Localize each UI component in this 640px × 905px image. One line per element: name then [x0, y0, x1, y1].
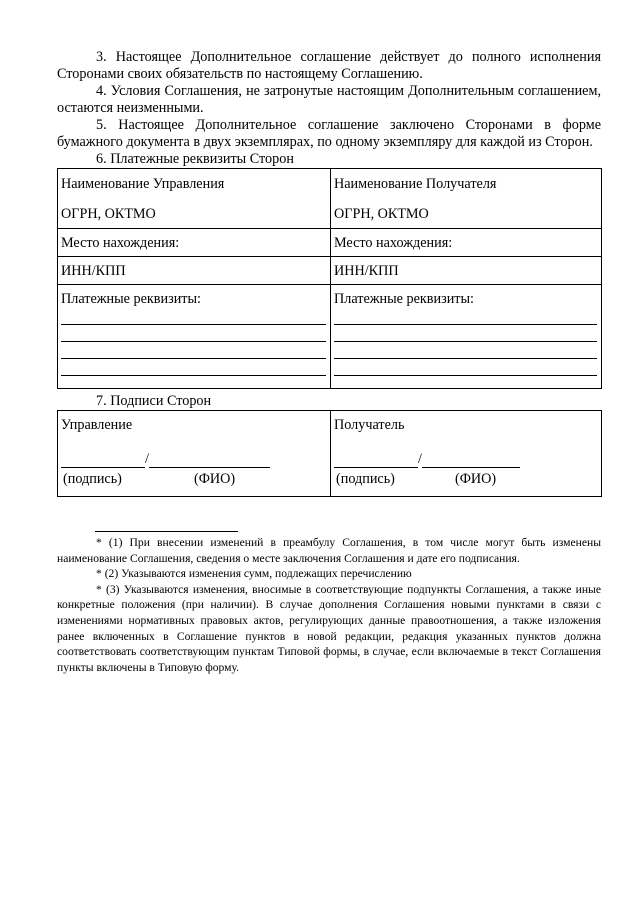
left-inn-label: ИНН/КПП — [61, 263, 126, 279]
signature-cell-right — [331, 411, 602, 497]
footnote-1: * (1) При внесении изменений в преамбулу Соглашения, в том числе могут быть изменены наименование Соглашения, сведения о месте заключения Соглашения и дате его подписания. — [57, 536, 601, 565]
left-payment-label: Платежные реквизиты: — [61, 291, 201, 307]
requisites-row-inn — [58, 257, 602, 285]
left-blank-line — [61, 375, 326, 376]
right-party-label: Получатель — [334, 417, 405, 433]
requisites-cell-right-location — [331, 229, 602, 257]
slash-separator: / — [145, 451, 149, 467]
footnote-2: * (2) Указываются изменения сумм, подлежащих перечислению — [96, 567, 412, 581]
requisites-row-name — [58, 169, 602, 229]
left-party-label: Управление — [61, 417, 133, 433]
signature-caption: (подпись) — [63, 471, 122, 487]
left-blank-line — [61, 341, 326, 342]
signatures-row — [58, 411, 602, 497]
requisites-cell-left-payment — [58, 285, 331, 389]
name-blank — [422, 453, 520, 468]
name-caption: (ФИО) — [194, 471, 236, 487]
requisites-row-location — [58, 229, 602, 257]
left-signature-line — [61, 451, 328, 468]
right-blank-line — [334, 358, 597, 359]
signatures-table — [57, 410, 602, 497]
paragraph-4: 4. Условия Соглашения, не затронутые настоящим Дополнительным соглашением, остаются неизменными. — [57, 83, 601, 116]
right-inn-label: ИНН/КПП — [334, 263, 399, 279]
requisites-cell-left-name — [58, 169, 331, 229]
left-signature-captions — [61, 471, 328, 496]
right-blank-line — [334, 324, 597, 325]
left-ogrn-label: ОГРН, ОКТМО — [61, 206, 156, 222]
signature-caption: (подпись) — [336, 471, 395, 487]
left-name-label: Наименование Управления — [61, 176, 225, 192]
footnote-3: * (3) Указываются изменения, вносимые в соответствующие подпункты Соглашения, а также иные конкретные положения (при наличии). В случае дополнения Соглашения новыми пунктами в связи с изменениями нормативных правовых актов, регулирующих данные правоотношения, а также изложения ранее включенных в Соглашение пунктов в новой редакции, редакция указанных пунктов должна соответствовать соответствующим пунктам Типовой формы, в случае, если включаемые в текст Соглашения пункты включены в Типовую форму. — [57, 582, 601, 674]
requisites-cell-left-location — [58, 229, 331, 257]
left-blank-line — [61, 324, 326, 325]
right-name-label: Наименование Получателя — [334, 176, 497, 192]
requisites-row-payment — [58, 285, 602, 389]
footnote-separator — [95, 531, 238, 532]
signature-cell-left — [58, 411, 331, 497]
requisites-cell-right-inn — [331, 257, 602, 285]
right-signature-captions — [334, 471, 599, 496]
requisites-cell-left-inn — [58, 257, 331, 285]
document-page — [57, 49, 601, 497]
signatures-heading: 7. Подписи Сторон — [96, 393, 212, 409]
right-location-label: Место нахождения: — [334, 235, 453, 251]
right-signature-line — [334, 451, 599, 468]
paragraph-5: 5. Настоящее Дополнительное соглашение заключено Сторонами в форме бумажного документа в двух экземплярах, по одному экземпляру для каждой из Сторон. — [57, 117, 601, 150]
footnotes — [57, 535, 601, 675]
left-location-label: Место нахождения: — [61, 235, 180, 251]
signature-blank — [334, 453, 418, 468]
paragraph-3: 3. Настоящее Дополнительное соглашение действует до полного исполнения Сторонами своих обязательств по настоящему Соглашению. — [57, 49, 601, 82]
requisites-heading: 6. Платежные реквизиты Сторон — [96, 151, 294, 167]
requisites-table — [57, 168, 602, 389]
name-blank — [149, 453, 270, 468]
right-blank-line — [334, 375, 597, 376]
right-payment-label: Платежные реквизиты: — [334, 291, 474, 307]
right-blank-line — [334, 341, 597, 342]
requisites-cell-right-payment — [331, 285, 602, 389]
signature-blank — [61, 453, 145, 468]
slash-separator: / — [418, 451, 422, 467]
left-blank-line — [61, 358, 326, 359]
right-ogrn-label: ОГРН, ОКТМО — [334, 206, 429, 222]
requisites-cell-right-name — [331, 169, 602, 229]
name-caption: (ФИО) — [455, 471, 497, 487]
